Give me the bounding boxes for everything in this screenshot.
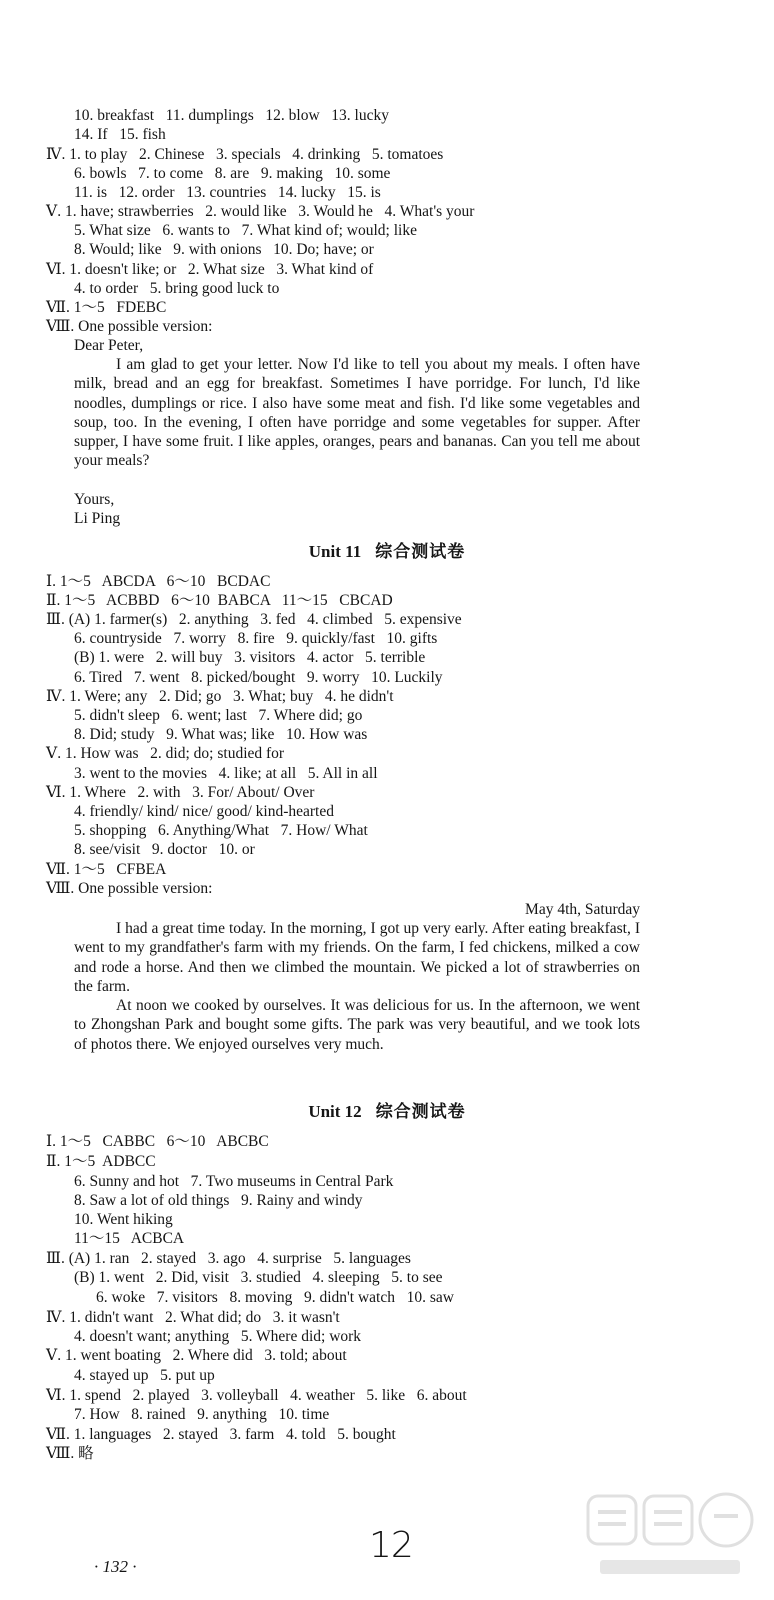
letter-signature: Li Ping [74, 510, 121, 527]
unit-heading [0, 540, 774, 564]
answer-line: Ⅳ. 1. to play 2. Chinese 3. specials 4. drinking 5. tomatoes [46, 146, 444, 163]
answer-line: Ⅱ. 1～5 ACBBD 6～10 BABCA 11～15 CBCAD [46, 592, 393, 609]
handwritten-note: 12 [369, 1525, 413, 1566]
answer-line: 11～15 ACBCA [74, 1230, 185, 1247]
diary-paragraph: I had a great time today. In the morning, I got up very early. After eating breakfast, I went to my grandfather's farm with my friends. On the farm, I fed chickens, milked a cow and rode a horse. And then we climbed the mountain. We picked a lot of strawberries on the farm. [74, 920, 640, 995]
answer-line: 7. How 8. rained 9. anything 10. time [74, 1406, 330, 1423]
answer-line: 5. What size 6. wants to 7. What kind of; would; like [74, 222, 417, 239]
answer-line: Ⅵ. 1. spend 2. played 3. volleyball 4. weather 5. like 6. about [46, 1387, 467, 1404]
letter-closing: Yours, [74, 491, 115, 508]
answer-line: 4. doesn't want; anything 5. Where did; work [74, 1328, 362, 1345]
answer-line: 6. countryside 7. worry 8. fire 9. quickly/fast 10. gifts [74, 630, 438, 647]
answer-line: 8. Would; like 9. with onions 10. Do; have; or [74, 241, 374, 258]
answer-line: Ⅱ. 1～5 ADBCC [46, 1153, 156, 1170]
letter-greeting: Dear Peter, [74, 337, 144, 354]
answer-line: Ⅳ. 1. Were; any 2. Did; go 3. What; buy 4. he didn't [46, 688, 394, 705]
answer-line: 3. went to the movies 4. like; at all 5. All in all [74, 765, 378, 782]
unit-heading [0, 1100, 774, 1124]
answer-line: 8. Did; study 9. What was; like 10. How was [74, 726, 368, 743]
answer-line: Ⅷ. 略 [46, 1445, 94, 1462]
unit-subtitle: 综合测试卷 [375, 542, 466, 561]
answer-line: Ⅴ. 1. have; strawberries 2. would like 3. Would he 4. What's your [46, 203, 475, 220]
diary-paragraph: At noon we cooked by ourselves. It was delicious for us. In the afternoon, we went to Zhongshan Park and bought some gifts. The park was very beautiful, and we took lots of photos there. We enjoyed ourselves very much. [74, 997, 640, 1053]
answer-line: Ⅲ. (A) 1. ran 2. stayed 3. ago 4. surprise 5. languages [46, 1250, 411, 1267]
answer-line: (B) 1. went 2. Did, visit 3. studied 4. sleeping 5. to see [74, 1269, 443, 1286]
answer-line: 6. Tired 7. went 8. picked/bought 9. worry 10. Luckily [74, 669, 443, 686]
answer-line: Ⅶ. 1～5 CFBEA [46, 861, 167, 878]
answer-line: Ⅷ. One possible version: [46, 318, 213, 335]
answer-line: Ⅵ. 1. Where 2. with 3. For/ About/ Over [46, 784, 315, 801]
answer-line: 8. see/visit 9. doctor 10. or [74, 841, 255, 858]
answer-line: 4. friendly/ kind/ nice/ good/ kind-hearted [74, 803, 334, 820]
answer-line: 5. shopping 6. Anything/What 7. How/ What [74, 822, 368, 839]
answer-line: Ⅳ. 1. didn't want 2. What did; do 3. it wasn't [46, 1309, 340, 1326]
answer-line: Ⅴ. 1. How was 2. did; do; studied for [46, 745, 285, 762]
answer-line: 5. didn't sleep 6. went; last 7. Where did; go [74, 707, 363, 724]
diary-body [74, 919, 640, 1054]
watermark-logo [580, 1490, 760, 1590]
page-number: · 132 · [94, 1557, 137, 1576]
answer-line: 10. Went hiking [74, 1211, 173, 1228]
unit-title: Unit 12 [308, 1102, 362, 1121]
answer-line: (B) 1. were 2. will buy 3. visitors 4. actor 5. terrible [74, 649, 426, 666]
answer-line: 6. bowls 7. to come 8. are 9. making 10. some [74, 165, 391, 182]
answer-line: Ⅲ. (A) 1. farmer(s) 2. anything 3. fed 4. climbed 5. expensive [46, 611, 462, 628]
answer-line: 4. to order 5. bring good luck to [74, 280, 280, 297]
answer-line: Ⅶ. 1～5 FDEBC [46, 299, 167, 316]
answer-line: Ⅴ. 1. went boating 2. Where did 3. told; about [46, 1347, 347, 1364]
answer-line: 10. breakfast 11. dumplings 12. blow 13. lucky [74, 107, 389, 124]
answer-line: 11. is 12. order 13. countries 14. lucky 15. is [74, 184, 381, 201]
answer-line: 4. stayed up 5. put up [74, 1367, 215, 1384]
answer-line: Ⅶ. 1. languages 2. stayed 3. farm 4. told 5. bought [46, 1426, 396, 1443]
answer-line: 6. woke 7. visitors 8. moving 9. didn't watch 10. saw [96, 1289, 454, 1306]
answer-line: 8. Saw a lot of old things 9. Rainy and windy [74, 1192, 363, 1209]
letter-body [74, 355, 640, 471]
answer-line: 6. Sunny and hot 7. Two museums in Central Park [74, 1173, 394, 1190]
answer-line: Ⅰ. 1～5 ABCDA 6～10 BCDAC [46, 573, 271, 590]
unit-subtitle: 综合测试卷 [375, 1102, 466, 1121]
answer-line: Ⅵ. 1. doesn't like; or 2. What size 3. What kind of [46, 261, 374, 278]
answer-line: 14. If 15. fish [74, 126, 166, 143]
answer-line: Ⅰ. 1～5 CABBC 6～10 ABCBC [46, 1133, 269, 1150]
letter-paragraph: I am glad to get your letter. Now I'd like to tell you about my meals. I often have milk, bread and an egg for breakfast. Sometimes I have porridge. For lunch, I'd like noodles, dumplings or rice. I also have some meat and fish. I'd like some vegetables and soup, too. In the evening, I often have porridge and some vegetables for supper. After supper, I have some fruit. I like apples, oranges, pears and bananas. Can you tell me about your meals? [74, 356, 640, 470]
unit-title: Unit 11 [308, 542, 362, 561]
diary-date: May 4th, Saturday [525, 901, 640, 918]
answer-line: Ⅷ. One possible version: [46, 880, 213, 897]
